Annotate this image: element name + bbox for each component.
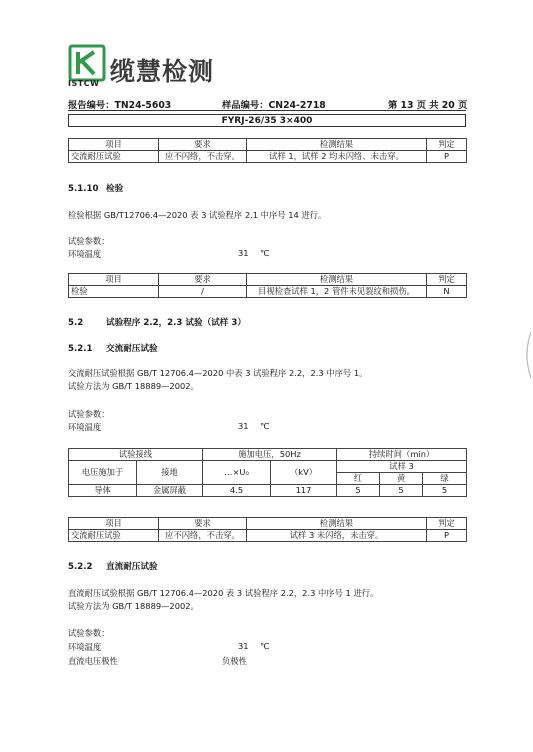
- temp-unit: ℃: [260, 421, 270, 431]
- table-row: [69, 530, 467, 542]
- report-number: 报告编号：TN24-5603: [68, 100, 172, 111]
- header-item: 项目: [69, 274, 159, 286]
- header-requirement: 要求: [159, 274, 247, 286]
- header-result: 检测结果: [247, 139, 427, 151]
- temp-label: 环境温度: [68, 642, 102, 652]
- cell-applied-to: 导体: [69, 485, 137, 497]
- logo-abbreviation: ISTCW: [68, 79, 100, 88]
- temp-label: 环境温度: [68, 249, 102, 259]
- cell-requirement: /: [159, 286, 247, 298]
- section-title: 交流耐压试验: [106, 344, 158, 354]
- logo-mark-icon: [68, 44, 106, 82]
- header-verdict: 判定: [427, 139, 467, 151]
- section-heading-5-2: [68, 316, 246, 328]
- header-requirement: 要求: [159, 139, 247, 151]
- header-ground: 接地: [137, 461, 203, 485]
- paragraph: 直流耐压试验根据 GB/T 12706.4—2020 表 3 试验程序 2.2，2.3 中序号 1 进行。: [68, 588, 379, 598]
- section-title: 试验程序 2.2，2.3 试验（试样 3）: [106, 318, 246, 328]
- temp-value: 31: [238, 641, 249, 651]
- cell-result: 目视检查试样 1，2 管件未见裂纹和损伤。: [247, 286, 427, 298]
- section-number: 5.2: [68, 318, 84, 328]
- cell-item: 交流耐压试验: [69, 530, 159, 542]
- seal-fragment-icon: [523, 330, 531, 380]
- temp-unit: ℃: [260, 248, 270, 258]
- header-green: 绿: [423, 473, 467, 485]
- header-verdict: 判定: [427, 274, 467, 286]
- sample-number: 样品编号：CN24-2718: [222, 100, 326, 111]
- cell-item: 交流耐压试验: [69, 151, 159, 163]
- header-kv: （kV）: [271, 461, 337, 485]
- table-row: [69, 286, 467, 298]
- header-u0: …×U₀: [203, 461, 271, 485]
- table-row: [69, 151, 467, 163]
- cell-green: 5: [423, 485, 467, 497]
- section-title: 直流耐压试验: [106, 562, 158, 572]
- header-verdict: 判定: [427, 518, 467, 530]
- cell-red: 5: [337, 485, 380, 497]
- params-label: 试验参数：: [68, 409, 110, 419]
- header-sample: 试样 3: [337, 461, 467, 473]
- section-number: 5.2.1: [68, 344, 93, 354]
- section-heading-5-2-2: [68, 560, 158, 572]
- model-box: FYRJ-26/35 3×400: [68, 114, 466, 127]
- page-info: 第 13 页 共 20 页: [388, 100, 468, 111]
- cell-yellow: 5: [380, 485, 423, 497]
- ac-withstand-table-2: [68, 517, 467, 542]
- table-header-row: [69, 274, 467, 286]
- header-result: 检测结果: [247, 274, 427, 286]
- cell-verdict: P: [427, 151, 467, 163]
- polarity-value: 负极性: [222, 656, 247, 666]
- temp-value: 31: [238, 421, 249, 431]
- header-voltage: 施加电压，50Hz: [203, 449, 337, 461]
- company-logo: [68, 44, 218, 90]
- header-red: 红: [337, 473, 380, 485]
- cell-requirement: 应不闪络，不击穿。: [159, 530, 247, 542]
- temp-label: 环境温度: [68, 422, 102, 432]
- header-duration: 持续时间（min）: [337, 449, 467, 461]
- header-item: 项目: [69, 518, 159, 530]
- polarity-label: 直流电压极性: [68, 656, 118, 666]
- header-wiring: 试验接线: [69, 449, 203, 461]
- table-header-row: [69, 461, 467, 473]
- ac-withstand-table-1: [68, 138, 467, 163]
- section-number: 5.2.2: [68, 562, 93, 572]
- cell-result: 试样 1，试样 2 均未闪络、未击穿。: [247, 151, 427, 163]
- temp-unit: ℃: [260, 641, 270, 651]
- header-yellow: 黄: [380, 473, 423, 485]
- cell-result: 试样 3 未闪络，未击穿。: [247, 530, 427, 542]
- inspection-table: [68, 273, 467, 298]
- header-rule: [68, 110, 466, 111]
- section-heading-5-2-1: [68, 342, 158, 354]
- cell-verdict: P: [427, 530, 467, 542]
- header-requirement: 要求: [159, 518, 247, 530]
- temp-value: 31: [238, 248, 249, 258]
- table-header-row: [69, 449, 467, 461]
- section-number: 5.1.10: [68, 184, 99, 194]
- params-label: 试验参数：: [68, 628, 110, 638]
- cell-verdict: N: [427, 286, 467, 298]
- header-applied-to: 电压施加于: [69, 461, 137, 485]
- paragraph: 试验方法为 GB/T 18889—2002。: [68, 381, 199, 391]
- paragraph: 检验根据 GB/T12706.4—2020 表 3 试验程序 2.1 中序号 14 进行。: [68, 210, 327, 220]
- section-heading-5-1-10: [68, 182, 123, 194]
- logo-company-name: 缆慧检测: [110, 57, 215, 86]
- cell-u0-multiple: 4.5: [203, 485, 271, 497]
- paragraph: 试验方法为 GB/T 18889—2002。: [68, 601, 199, 611]
- table-header-row: [69, 139, 467, 151]
- paragraph: 交流耐压试验根据 GB/T 12706.4—2020 中表 3 试验程序 2.2，2.3 中序号 1。: [68, 368, 368, 378]
- section-title: 检验: [106, 184, 124, 194]
- ac-withstand-parameters-table: [68, 448, 467, 497]
- cell-item: 检验: [69, 286, 159, 298]
- table-row: [69, 485, 467, 497]
- header-result: 检测结果: [247, 518, 427, 530]
- cell-requirement: 应不闪络，不击穿。: [159, 151, 247, 163]
- header-item: 项目: [69, 139, 159, 151]
- table-header-row: [69, 518, 467, 530]
- params-label: 试验参数：: [68, 236, 110, 246]
- cell-ground: 金属屏蔽: [137, 485, 203, 497]
- cell-kv: 117: [271, 485, 337, 497]
